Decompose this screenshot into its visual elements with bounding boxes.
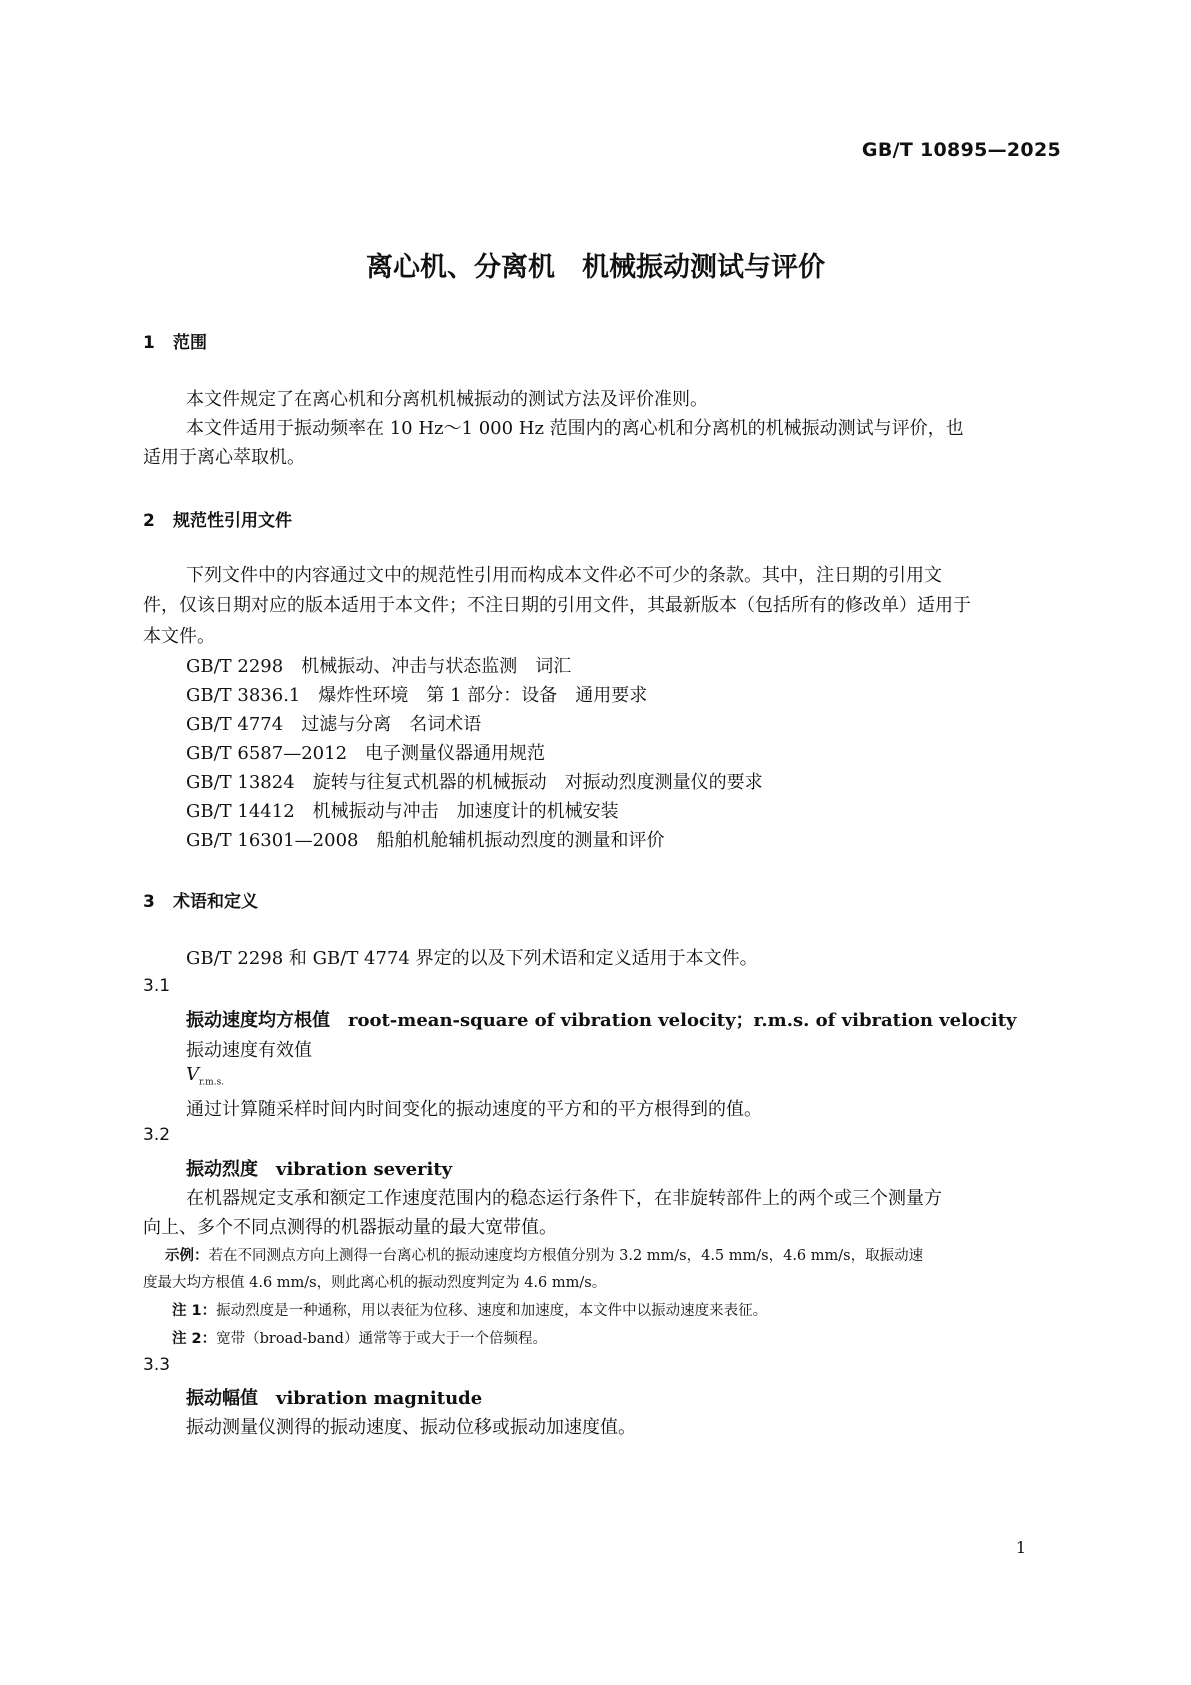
term-chinese: 振动幅值 — [186, 1388, 258, 1409]
term-symbol — [186, 1064, 224, 1088]
note-label: 注 2： — [172, 1331, 217, 1347]
section-3-heading — [143, 887, 258, 912]
reference-item: GB/T 14412 机械振动与冲击 加速度计的机械安装 — [186, 801, 619, 822]
term-english: vibration magnitude — [276, 1388, 483, 1409]
reference-item: GB/T 13824 旋转与往复式机器的机械振动 对振动烈度测量仪的要求 — [186, 772, 763, 793]
section-title: 范围 — [173, 333, 207, 353]
symbol-letter: V — [186, 1064, 199, 1085]
section-number: 2 — [143, 511, 155, 531]
term-chinese: 振动速度均方根值 — [186, 1010, 330, 1031]
section-2-heading — [143, 506, 292, 531]
term-heading — [186, 1006, 1017, 1032]
term-chinese: 振动烈度 — [186, 1159, 258, 1180]
reference-item: GB/T 2298 机械振动、冲击与状态监测 词汇 — [186, 656, 572, 677]
section-1-heading — [143, 328, 207, 353]
example-label: 示例： — [165, 1248, 209, 1264]
section-number: 3 — [143, 892, 155, 912]
paragraph: 本文件适用于振动频率在 10 Hz～1 000 Hz 范围内的离心机和分离机的机械振动测试与评价，也 — [186, 418, 964, 439]
reference-item: GB/T 4774 过滤与分离 名词术语 — [186, 714, 482, 735]
section-number: 1 — [143, 333, 155, 353]
note-label: 注 1： — [172, 1303, 217, 1319]
section-title: 术语和定义 — [173, 892, 258, 912]
example — [165, 1244, 923, 1265]
document-number: GB/T 10895—2025 — [861, 139, 1061, 161]
reference-item: GB/T 16301—2008 船舶机舱辅机振动烈度的测量和评价 — [186, 830, 665, 851]
document-title: 离心机、分离机 机械振动测试与评价 — [366, 252, 825, 283]
clause-number: 3.2 — [143, 1125, 171, 1145]
symbol-subscript: r.m.s. — [199, 1077, 225, 1088]
term-english: vibration severity — [276, 1159, 453, 1180]
paragraph: GB/T 2298 和 GB/T 4774 界定的以及下列术语和定义适用于本文件。 — [186, 948, 758, 969]
paragraph: 适用于离心萃取机。 — [143, 447, 305, 468]
section-title: 规范性引用文件 — [173, 511, 292, 531]
clause-number: 3.1 — [143, 976, 171, 996]
term-synonym: 振动速度有效值 — [186, 1040, 312, 1061]
paragraph: 件，仅该日期对应的版本适用于本文件；不注日期的引用文件，其最新版本（包括所有的修改单）适用于 — [143, 595, 971, 616]
example-text: 若在不同测点方向上测得一台离心机的振动速度均方根值分别为 3.2 mm/s，4.5 mm/s，4.6 mm/s，取振动速 — [208, 1248, 924, 1264]
term-definition: 向上、多个不同点测得的机器振动量的最大宽带值。 — [143, 1217, 557, 1238]
note — [172, 1299, 767, 1320]
paragraph: 本文件规定了在离心机和分离机机械振动的测试方法及评价准则。 — [186, 389, 708, 410]
term-english: root-mean-square of vibration velocity；r.m.s. of vibration velocity — [348, 1010, 1017, 1031]
term-definition: 振动测量仪测得的振动速度、振动位移或振动加速度值。 — [186, 1417, 636, 1438]
term-heading — [186, 1155, 452, 1181]
note-text: 宽带（broad-band）通常等于或大于一个倍频程。 — [216, 1331, 547, 1347]
example: 度最大均方根值 4.6 mm/s，则此离心机的振动烈度判定为 4.6 mm/s。 — [143, 1275, 607, 1291]
reference-item: GB/T 3836.1 爆炸性环境 第 1 部分：设备 通用要求 — [186, 685, 648, 706]
paragraph: 下列文件中的内容通过文中的规范性引用而构成本文件必不可少的条款。其中，注日期的引用文 — [186, 565, 942, 586]
page-number: 1 — [1015, 1538, 1026, 1557]
term-heading — [186, 1384, 482, 1410]
paragraph: 本文件。 — [143, 626, 215, 647]
note — [172, 1327, 547, 1348]
term-definition: 在机器规定支承和额定工作速度范围内的稳态运行条件下，在非旋转部件上的两个或三个测量方 — [186, 1188, 942, 1209]
reference-item: GB/T 6587—2012 电子测量仪器通用规范 — [186, 743, 546, 764]
term-definition: 通过计算随采样时间内时间变化的振动速度的平方和的平方根得到的值。 — [186, 1099, 762, 1120]
clause-number: 3.3 — [143, 1355, 171, 1375]
note-text: 振动烈度是一种通称，用以表征为位移、速度和加速度，本文件中以振动速度来表征。 — [216, 1303, 768, 1319]
